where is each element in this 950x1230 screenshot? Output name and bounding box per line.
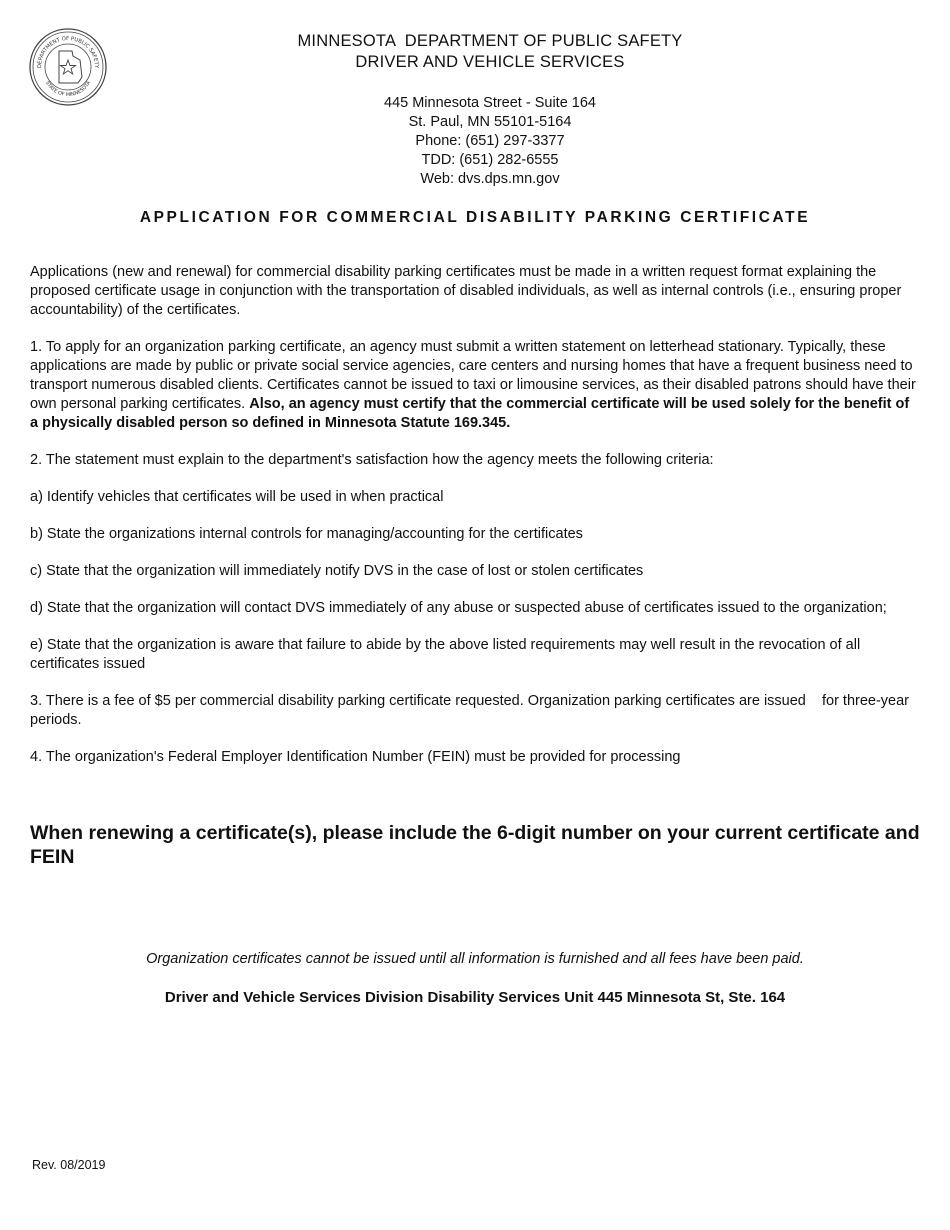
city-state-zip: St. Paul, MN 55101-5164 — [408, 114, 572, 130]
renewal-note: When renewing a certificate(s), please include the 6-digit number on your current certificate and FEIN — [30, 822, 920, 868]
department-header — [290, 31, 690, 73]
phone-number: Phone: (651) 297-3377 — [415, 133, 565, 149]
seal-bottom-text: STATE OF MINNESOTA — [43, 80, 93, 99]
criteria-d: d) State that the organization will contact DVS immediately of any abuse or suspected abuse of certificates issued to the organization; — [30, 600, 887, 616]
item-1-paragraph — [30, 338, 920, 433]
criteria-e: e) State that the organization is aware that failure to abide by the above listed requirements may well result in the revocation of all certificates issued — [30, 637, 861, 672]
intro-paragraph: Applications (new and renewal) for commercial disability parking certificates must be made in a written request format explaining the proposed certificate usage in conjunction with the transportation of disabled individuals, as well as internal controls (i.e., ensuring proper accountability) of the certificates. — [30, 264, 902, 318]
contact-block — [340, 94, 640, 189]
criteria-c: c) State that the organization will immediately notify DVS in the case of lost or stolen certificates — [30, 563, 644, 579]
notice-text: Organization certificates cannot be issued until all information is furnished and all fees have been paid. — [146, 951, 804, 967]
seal-top-text: DEPARTMENT OF PUBLIC SAFETY — [36, 35, 100, 69]
item-2-paragraph: 2. The statement must explain to the department's satisfaction how the agency meets the following criteria: — [30, 452, 714, 468]
tdd-number: TDD: (651) 282-6555 — [421, 152, 559, 168]
revision-date: Rev. 08/2019 — [32, 1158, 106, 1172]
website: Web: dvs.dps.mn.gov — [420, 171, 560, 187]
street-address: 445 Minnesota Street - Suite 164 — [384, 95, 596, 111]
item-1-text: 1. To apply for an organization parking certificate, an agency must submit a written statement on letterhead stationary. Typically, these applications are made by public or private social service agencies, care centers and nursing homes that have a frequent business need to transport numerous disabled clients. Certificates cannot be issued to taxi or limousine services, as their disabled patrons should have their own personal parking certificates. — [30, 339, 916, 412]
division-name: DRIVER AND VEHICLE SERVICES — [355, 53, 625, 71]
criteria-b: b) State the organizations internal controls for managing/accounting for the certificates — [30, 526, 583, 542]
item-3-paragraph: 3. There is a fee of $5 per commercial disability parking certificate requested. Organization parking certificates are issued for three-year periods. — [30, 693, 914, 728]
state-seal-logo — [28, 27, 108, 107]
form-title: APPLICATION FOR COMMERCIAL DISABILITY PARKING CERTIFICATE — [139, 209, 811, 226]
item-1-bold-text: Also, an agency must certify that the commercial certificate will be used solely for the benefit of a physically disabled person so defined in Minnesota Statute 169.345. — [30, 396, 910, 431]
criteria-a: a) Identify vehicles that certificates will be used in when practical — [30, 489, 444, 505]
instructions — [30, 263, 920, 785]
footer-address: Driver and Vehicle Services Division Disability Services Unit 445 Minnesota St, Ste. 164 — [164, 989, 786, 1006]
svg-text:DEPARTMENT OF PUBLIC SAFETY — [37, 36, 99, 69]
department-name: MINNESOTA DEPARTMENT OF PUBLIC SAFETY — [297, 32, 683, 50]
item-4-paragraph: 4. The organization's Federal Employer Identification Number (FEIN) must be provided for processing — [30, 749, 681, 765]
